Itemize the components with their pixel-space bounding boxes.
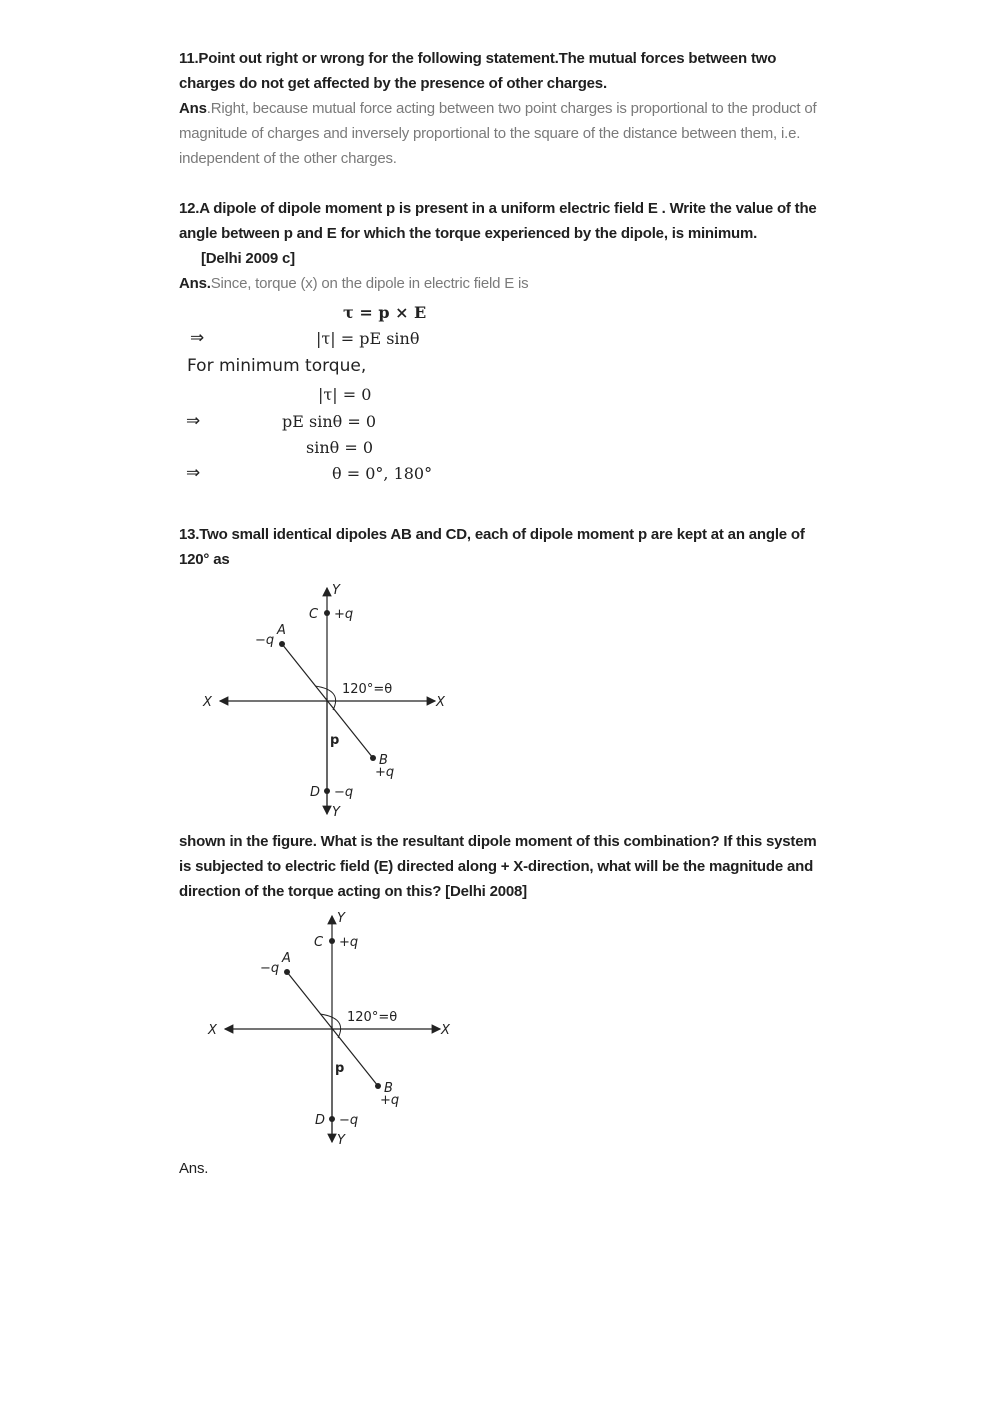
- b-charge: +q: [375, 765, 395, 780]
- for-minimum-torque: For minimum torque,: [187, 356, 367, 376]
- q13-question-part-a: 13.Two small identical dipoles AB and CD, each of dipole moment p are kept at an angle of 120° as: [179, 526, 805, 568]
- c-charge: +q: [339, 935, 359, 950]
- q13-question-part-b: shown in the figure. What is the resultant dipole moment of this combination? If this system is subjected to electric field (E) directed along + X-direction, what will be the magnitude and direction of the torque acting on this? [Delhi 2008]: [179, 833, 817, 900]
- a-charge: −q: [255, 633, 275, 648]
- q11-answer-text: .Right, because mutual force acting between two point charges is proportional to the product of magnitude of charges and inversely proportional to the square of the distance between them, i.e. independent of the other charges.: [179, 100, 817, 167]
- q11-answer: [179, 96, 819, 171]
- charge-c-dot: [329, 938, 335, 944]
- angle-label: 120°=θ: [342, 682, 393, 697]
- q12-reference: [Delhi 2009 c]: [201, 250, 295, 267]
- p-label: p: [330, 733, 340, 748]
- c-label: C: [314, 935, 324, 950]
- a-label: A: [277, 623, 286, 638]
- q12-answer: [179, 271, 819, 296]
- implies-arrow-3: ⇒: [186, 463, 201, 483]
- implies-arrow-2: ⇒: [186, 411, 201, 431]
- y-bottom-label: Y: [332, 805, 340, 820]
- q13-ans-label: Ans.: [179, 1160, 209, 1177]
- a-label: A: [282, 951, 291, 966]
- angle-label: 120°=θ: [347, 1010, 398, 1025]
- b-charge: +q: [380, 1093, 400, 1108]
- c-label: C: [309, 607, 319, 622]
- q12-question-text: 12.A dipole of dipole moment p is present in a uniform electric field E . Write the value of the angle between p and E for which the torque experienced by the dipole, is minimum.: [179, 200, 817, 242]
- charge-b-dot: [370, 755, 376, 761]
- eq-theta-values: θ = 0°, 180°: [332, 464, 433, 483]
- charge-d-dot: [324, 788, 330, 794]
- d-charge: −q: [334, 785, 354, 800]
- implies-arrow-1: ⇒: [190, 328, 205, 348]
- dipole-figure-2: [200, 906, 470, 1151]
- x-left-label: X: [203, 695, 212, 710]
- y-top-label: Y: [337, 911, 345, 926]
- d-charge: −q: [339, 1113, 359, 1128]
- b-label: B: [379, 753, 388, 768]
- y-bottom-label: Y: [337, 1133, 345, 1148]
- eq-sin-zero: sinθ = 0: [306, 438, 374, 457]
- d-label: D: [310, 785, 321, 800]
- charge-a-dot: [279, 641, 285, 647]
- charge-b-dot: [375, 1083, 381, 1089]
- charge-a-dot: [284, 969, 290, 975]
- x-right-label: X: [436, 695, 445, 710]
- eq-torque-zero: |τ| = 0: [318, 385, 372, 404]
- q12-question: [179, 196, 819, 271]
- q11-question: 11.Point out right or wrong for the following statement.The mutual forces between two charges do not get affected by the presence of other charges.: [179, 50, 777, 92]
- d-label: D: [315, 1113, 326, 1128]
- charge-c-dot: [324, 610, 330, 616]
- x-left-label: X: [208, 1023, 217, 1038]
- charge-d-dot: [329, 1116, 335, 1122]
- a-charge: −q: [260, 961, 280, 976]
- p-label: p: [335, 1061, 345, 1076]
- y-top-label: Y: [332, 583, 340, 598]
- c-charge: +q: [334, 607, 354, 622]
- eq-torque-magnitude: |τ| = pE sinθ: [316, 329, 420, 348]
- q12-answer-text: Since, torque (x) on the dipole in electric field E is: [210, 275, 529, 292]
- eq-pe-sin-zero: pE sinθ = 0: [282, 412, 377, 431]
- q12-ans-label: Ans.: [179, 275, 211, 292]
- x-right-label: X: [441, 1023, 450, 1038]
- b-label: B: [384, 1081, 393, 1096]
- dipole-figure-1: [195, 578, 465, 823]
- q11-ans-label: Ans: [179, 100, 207, 117]
- eq-torque-vector: τ = p × E: [343, 303, 427, 322]
